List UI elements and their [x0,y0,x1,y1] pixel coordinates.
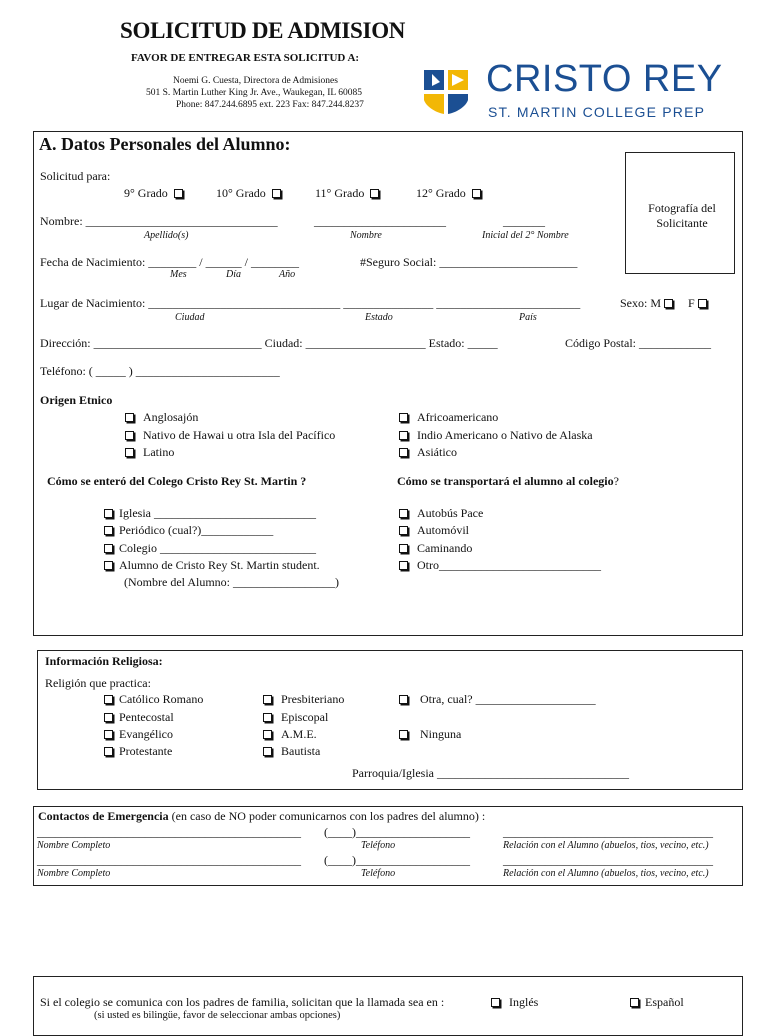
entero-option[interactable] [101,558,320,573]
grade-10-option[interactable] [216,186,284,201]
checkbox[interactable] [125,413,134,422]
entero-label: Colegio __________________________ [119,541,316,555]
grade-12-checkbox[interactable] [472,189,481,198]
emergency-heading-rest: (en caso de NO poder comunicarnos con los padres del alumno) : [168,809,486,823]
checkbox[interactable] [263,695,272,704]
religion-ninguna-label: Ninguna [420,727,462,741]
origen-option[interactable] [396,428,593,443]
contact-address: 501 S. Martin Luther King Jr. Ave., Waukegan, IL 60085 [146,88,362,98]
grade-10-checkbox[interactable] [272,189,281,198]
telefono-field[interactable]: Teléfono: ( _____ ) ________________________ [40,364,280,378]
origen-label: Indio Americano o Nativo de Alaska [417,428,593,442]
checkbox[interactable] [399,431,408,440]
checkbox[interactable] [104,730,113,739]
checkbox[interactable] [125,431,134,440]
parroquia-field[interactable]: Parroquia/Iglesia ________________________________ [352,766,629,780]
checkbox[interactable] [399,413,408,422]
photo-label: Fotografía del Solicitante [648,201,716,230]
logo-main-text: CRISTO REY [486,58,723,100]
religion-option[interactable] [101,692,203,707]
grade-9-checkbox[interactable] [174,189,183,198]
checkbox[interactable] [399,448,408,457]
nombre-completo-caption: Nombre Completo [37,840,111,851]
inicial-caption: Inicial del 2° Nombre [482,230,569,241]
origen-label: Nativo de Hawai u otra Isla del Pacífico [143,428,336,442]
checkbox[interactable] [399,544,408,553]
checkbox[interactable] [263,747,272,756]
checkbox[interactable] [399,526,408,535]
religion-practica-label: Religión que practica: [45,676,151,690]
grade-9-option[interactable] [124,186,186,201]
dia-caption: Día [226,269,241,280]
transporte-label: Caminando [417,541,473,555]
entero-label: Periódico (cual?)____________ [119,523,274,537]
como-transporta-heading [397,474,619,489]
transporte-option[interactable] [396,523,469,538]
checkbox[interactable] [104,713,113,722]
grade-12-label: 12° Grado [416,186,466,200]
fecha-nacimiento-field[interactable]: Fecha de Nacimiento: ________ / ______ / ________ [40,255,299,269]
religion-ninguna-option[interactable] [396,727,461,742]
origen-heading: Origen Etnico [40,393,113,407]
como-transporta-text: Cómo se transportará el alumno al colegio [397,474,614,488]
entero-option[interactable] [101,541,316,556]
religion-option[interactable] [260,744,320,759]
grade-11-checkbox[interactable] [370,189,379,198]
transporte-option[interactable] [396,506,483,521]
emergency-phone-field[interactable]: (____)___________________ [324,853,470,867]
checkbox[interactable] [104,544,113,553]
origen-option[interactable] [122,410,198,425]
religion-label: Protestante [119,744,173,758]
telefono-caption: Teléfono [361,868,396,879]
page-title: SOLICITUD DE ADMISION [120,18,406,43]
language-ingles-option[interactable] [488,995,538,1010]
religion-label: Presbiteriano [281,692,345,706]
emergency-relation-field[interactable]: ___________________________________ [503,853,713,867]
espanol-label: Español [645,995,684,1009]
origen-option[interactable] [396,410,498,425]
sexo-f-label: F [688,296,695,310]
emergency-heading-bold: Contactos de Emergencia [38,809,169,823]
pais-caption: País [519,312,537,323]
nombre-field-2[interactable]: ______________________ [314,214,446,228]
contact-name: Noemi G. Cuesta, Directora de Admisiones [173,76,338,86]
contact-phone: Phone: 847.244.6895 ext. 223 Fax: 847.244.8237 [176,100,364,110]
subtitle: FAVOR DE ENTREGAR ESTA SOLICITUD A: [131,52,360,64]
relacion-caption: Relación con el Alumno (abuelos, tios, vecino, etc.) [503,868,709,879]
emergency-name-field[interactable]: ____________________________________________ [37,825,301,839]
origen-label: Asiático [417,445,457,459]
religion-label: Evangélico [119,727,173,741]
entero-label: Alumno de Cristo Rey St. Martin student. [119,558,320,572]
religion-label: Pentecostal [119,710,174,724]
grade-11-option[interactable] [315,186,382,201]
codigo-postal-field[interactable]: Código Postal: ____________ [565,336,712,350]
lugar-nacimiento-field[interactable]: Lugar de Nacimiento: ________________________________ _______________ ________________________ [40,296,581,310]
religion-label: Bautista [281,744,321,758]
photo-box [625,152,735,274]
transporte-label: Otro___________________________ [417,558,601,572]
origen-label: Africoamericano [417,410,499,424]
direccion-field[interactable]: Dirección: ____________________________ Ciudad: ____________________ Estado: _____ [40,336,498,350]
solicitud-para-label: Solicitud para: [40,169,111,183]
religion-label: A.M.E. [281,727,317,741]
entero-option[interactable] [101,523,273,538]
religion-option[interactable] [101,710,174,725]
religion-option[interactable] [260,710,328,725]
espanol-checkbox[interactable] [630,998,639,1007]
checkbox[interactable] [263,730,272,739]
logo-sub-text: ST. MARTIN COLLEGE PREP [488,104,706,120]
apellidos-caption: Apellido(s) [144,230,189,241]
telefono-caption: Teléfono [361,840,396,851]
sexo-m-label: M [650,296,662,310]
checkbox[interactable] [104,561,113,570]
grade-9-label: 9° Grado [124,186,168,200]
checkbox[interactable] [104,526,113,535]
language-question: Si el colegio se comunica con los padres de familia, solicitan que la llamada sea en : [40,995,445,1009]
mes-caption: Mes [170,269,187,280]
transporte-option[interactable] [396,558,601,573]
religion-label: Católico Romano [119,692,204,706]
sexo-label: Sexo: [620,296,648,310]
emergency-relation-field[interactable]: ___________________________________ [503,825,713,839]
origen-option[interactable] [122,428,335,443]
como-entero-heading: Cómo se enteró del Colego Cristo Rey St. Martin ? [47,474,307,488]
entero-option[interactable] [101,506,316,521]
entero-nombre-field[interactable]: (Nombre del Alumno: _________________) [124,575,339,589]
religion-option[interactable] [101,744,172,759]
ciudad-caption: Ciudad [175,312,205,323]
ano-caption: Año [279,269,296,280]
entero-label: Iglesia ___________________________ [119,506,316,520]
grade-11-label: 11° Grado [315,186,365,200]
checkbox[interactable] [104,695,113,704]
seguro-social-field[interactable]: #Seguro Social: _______________________ [360,255,578,269]
school-logo [418,60,753,125]
section-a-heading: A. Datos Personales del Alumno: [39,134,291,154]
origen-label: Anglosajón [143,410,199,424]
religion-option[interactable] [101,727,173,742]
religion-otra-option[interactable] [396,692,596,707]
checkbox[interactable] [399,561,408,570]
cristo-rey-crest-icon [418,60,480,122]
religion-option[interactable] [260,727,317,742]
grade-12-option[interactable] [416,186,484,201]
checkbox[interactable] [399,730,408,739]
nombre-caption: Nombre [350,230,382,241]
origen-label: Latino [143,445,175,459]
language-espanol-option[interactable] [627,995,684,1010]
nombre-field-3[interactable]: _______ [503,214,545,228]
como-transporta-qmark: ? [613,474,619,488]
emergency-name-field[interactable]: ____________________________________________ [37,853,301,867]
estado-caption: Estado [365,312,393,323]
grade-10-label: 10° Grado [216,186,266,200]
sexo-field[interactable] [620,296,710,311]
sexo-f-checkbox[interactable] [698,299,707,308]
sexo-m-checkbox[interactable] [664,299,673,308]
ingles-checkbox[interactable] [491,998,500,1007]
nombre-field[interactable]: Nombre: ________________________________ [40,214,278,228]
checkbox[interactable] [399,695,408,704]
religion-heading: Información Religiosa: [45,654,163,668]
checkbox[interactable] [399,509,408,518]
checkbox[interactable] [263,713,272,722]
origen-option[interactable] [396,445,457,460]
ingles-label: Inglés [509,995,539,1009]
religion-otra-label: Otra, cual? ____________________ [420,692,596,706]
checkbox[interactable] [104,509,113,518]
checkbox[interactable] [125,448,134,457]
emergency-heading [38,809,485,824]
nombre-completo-caption: Nombre Completo [37,868,111,879]
transporte-label: Autobús Pace [417,506,484,520]
transporte-option[interactable] [396,541,472,556]
transporte-label: Automóvil [417,523,470,537]
religion-option[interactable] [260,692,344,707]
origen-option[interactable] [122,445,174,460]
emergency-phone-field[interactable]: (____)___________________ [324,825,470,839]
language-note: (si usted es bilingüe, favor de seleccionar ambas opciones) [94,1010,341,1021]
relacion-caption: Relación con el Alumno (abuelos, tios, vecino, etc.) [503,840,709,851]
religion-label: Episcopal [281,710,329,724]
checkbox[interactable] [104,747,113,756]
